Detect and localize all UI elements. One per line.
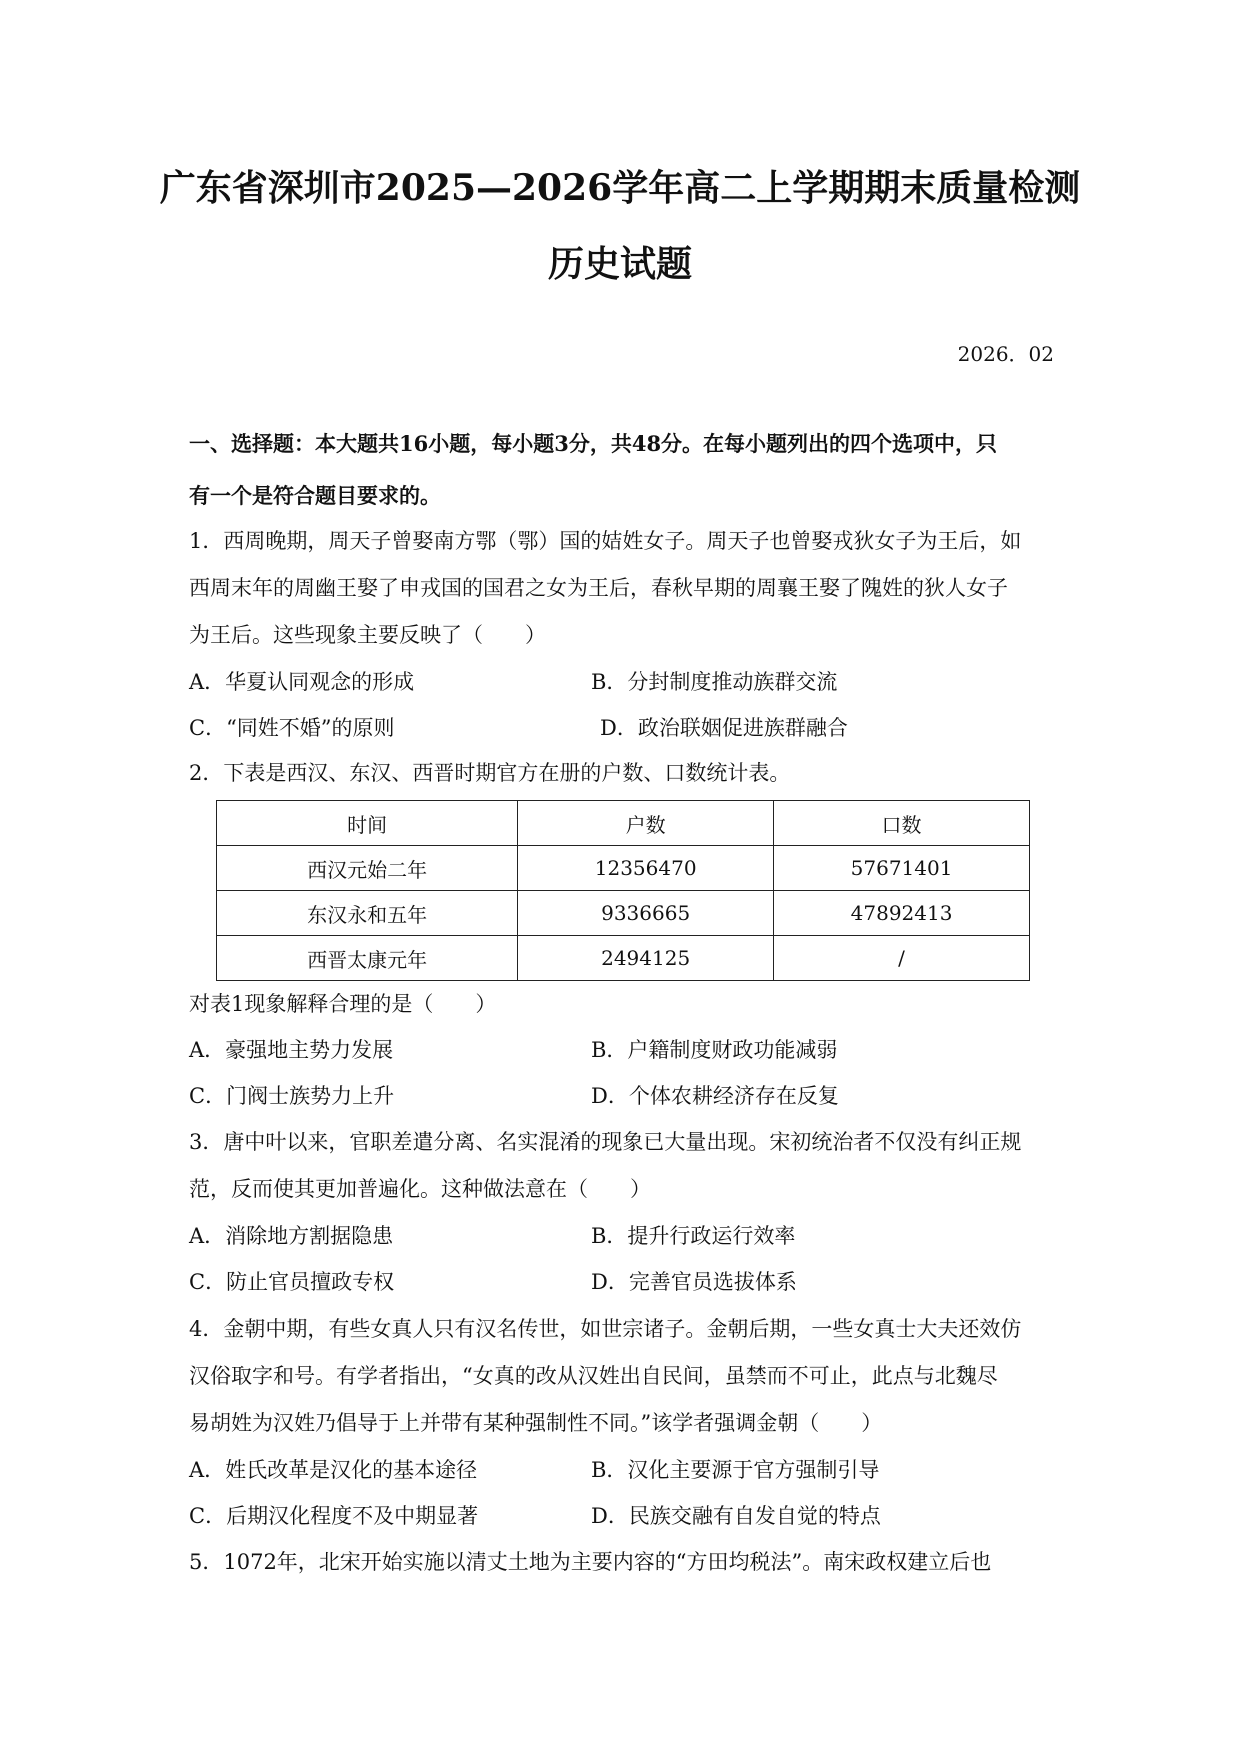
table-cell: /: [774, 936, 1030, 981]
table-row: [217, 936, 1030, 981]
q3-option-c: C．防止官员擅政专权: [189, 1270, 395, 1294]
q2-stem: 2．下表是西汉、东汉、西晋时期官方在册的户数、口数统计表。: [189, 761, 791, 785]
q3-option-b: B．提升行政运行效率: [591, 1224, 796, 1248]
exam-subtitle: 历史试题: [547, 243, 692, 285]
q1-option-b: B．分封制度推动族群交流: [591, 670, 838, 694]
q1-stem-line2: 西周末年的周幽王娶了申戎国的国君之女为王后，春秋早期的周襄王娶了隗姓的狄人女子: [189, 576, 1008, 600]
q2-option-b: B．户籍制度财政功能减弱: [591, 1038, 838, 1062]
q4-stem-line1: 4．金朝中期，有些女真人只有汉名传世，如世宗诸子。金朝后期，一些女真士大夫还效仿: [189, 1317, 1022, 1341]
table-header-cell: 口数: [774, 801, 1030, 846]
table-cell: 东汉永和五年: [217, 891, 518, 936]
q4-option-d: D．民族交融有自发自觉的特点: [591, 1504, 881, 1528]
q1-option-a: A．华夏认同观念的形成: [189, 670, 415, 694]
q3-option-a: A．消除地方割据隐患: [189, 1224, 394, 1248]
q4-option-a: A．姓氏改革是汉化的基本途径: [189, 1458, 478, 1482]
q1-stem-line1: 1．西周晚期，周天子曾娶南方鄂（鄂）国的姞姓女子。周天子也曾娶戎狄女子为王后，如: [189, 529, 1022, 553]
table-cell: 47892413: [774, 891, 1030, 936]
q2-option-c: C．门阀士族势力上升: [189, 1084, 395, 1108]
q4-stem-line2: 汉俗取字和号。有学者指出，“女真的改从汉姓出自民间，虽禁而不可止，此点与北魏尽: [189, 1364, 998, 1388]
table-header-cell: 户数: [518, 801, 774, 846]
table-cell: 西汉元始二年: [217, 846, 518, 891]
table-cell: 西晋太康元年: [217, 936, 518, 981]
table-cell: 9336665: [518, 891, 774, 936]
q4-option-c: C．后期汉化程度不及中期显著: [189, 1504, 479, 1528]
q3-option-d: D．完善官员选拔体系: [591, 1270, 797, 1294]
q1-stem-line3: 为王后。这些现象主要反映了（ ）: [189, 623, 546, 647]
table-cell: 57671401: [774, 846, 1030, 891]
q4-option-b: B．汉化主要源于官方强制引导: [591, 1458, 880, 1482]
exam-date: 2026．02: [957, 342, 1054, 366]
table-cell: 12356470: [518, 846, 774, 891]
table-row: [217, 846, 1030, 891]
q2-option-a: A．豪强地主势力发展: [189, 1038, 394, 1062]
table-cell: 2494125: [518, 936, 774, 981]
q2-option-d: D．个体农耕经济存在反复: [591, 1084, 839, 1108]
q3-stem-line2: 范，反而使其更加普遍化。这种做法意在（ ）: [189, 1177, 651, 1201]
section-instruction-line1: 一、选择题：本大题共16小题，每小题3分，共48分。在每小题列出的四个选项中，只: [189, 431, 998, 456]
section-instruction-line2: 有一个是符合题目要求的。: [189, 483, 441, 508]
q2-question: 对表1现象解释合理的是（ ）: [189, 992, 497, 1016]
household-population-table: [216, 800, 1030, 981]
table-header-cell: 时间: [217, 801, 518, 846]
q3-stem-line1: 3．唐中叶以来，官职差遣分离、名实混淆的现象已大量出现。宋初统治者不仅没有纠正规: [189, 1130, 1022, 1154]
q1-option-c: C．“同姓不婚”的原则: [189, 716, 395, 740]
exam-title: 广东省深圳市2025—2026学年高二上学期期末质量检测: [159, 167, 1081, 209]
q5-stem-line1: 5．1072年，北宋开始实施以清丈土地为主要内容的“方田均税法”。南宋政权建立后也: [189, 1550, 992, 1574]
q4-stem-line3: 易胡姓为汉姓乃倡导于上并带有某种强制性不同。”该学者强调金朝（ ）: [189, 1411, 883, 1435]
q1-option-d: D．政治联姻促进族群融合: [600, 716, 848, 740]
table-header-row: [217, 801, 1030, 846]
table-row: [217, 891, 1030, 936]
